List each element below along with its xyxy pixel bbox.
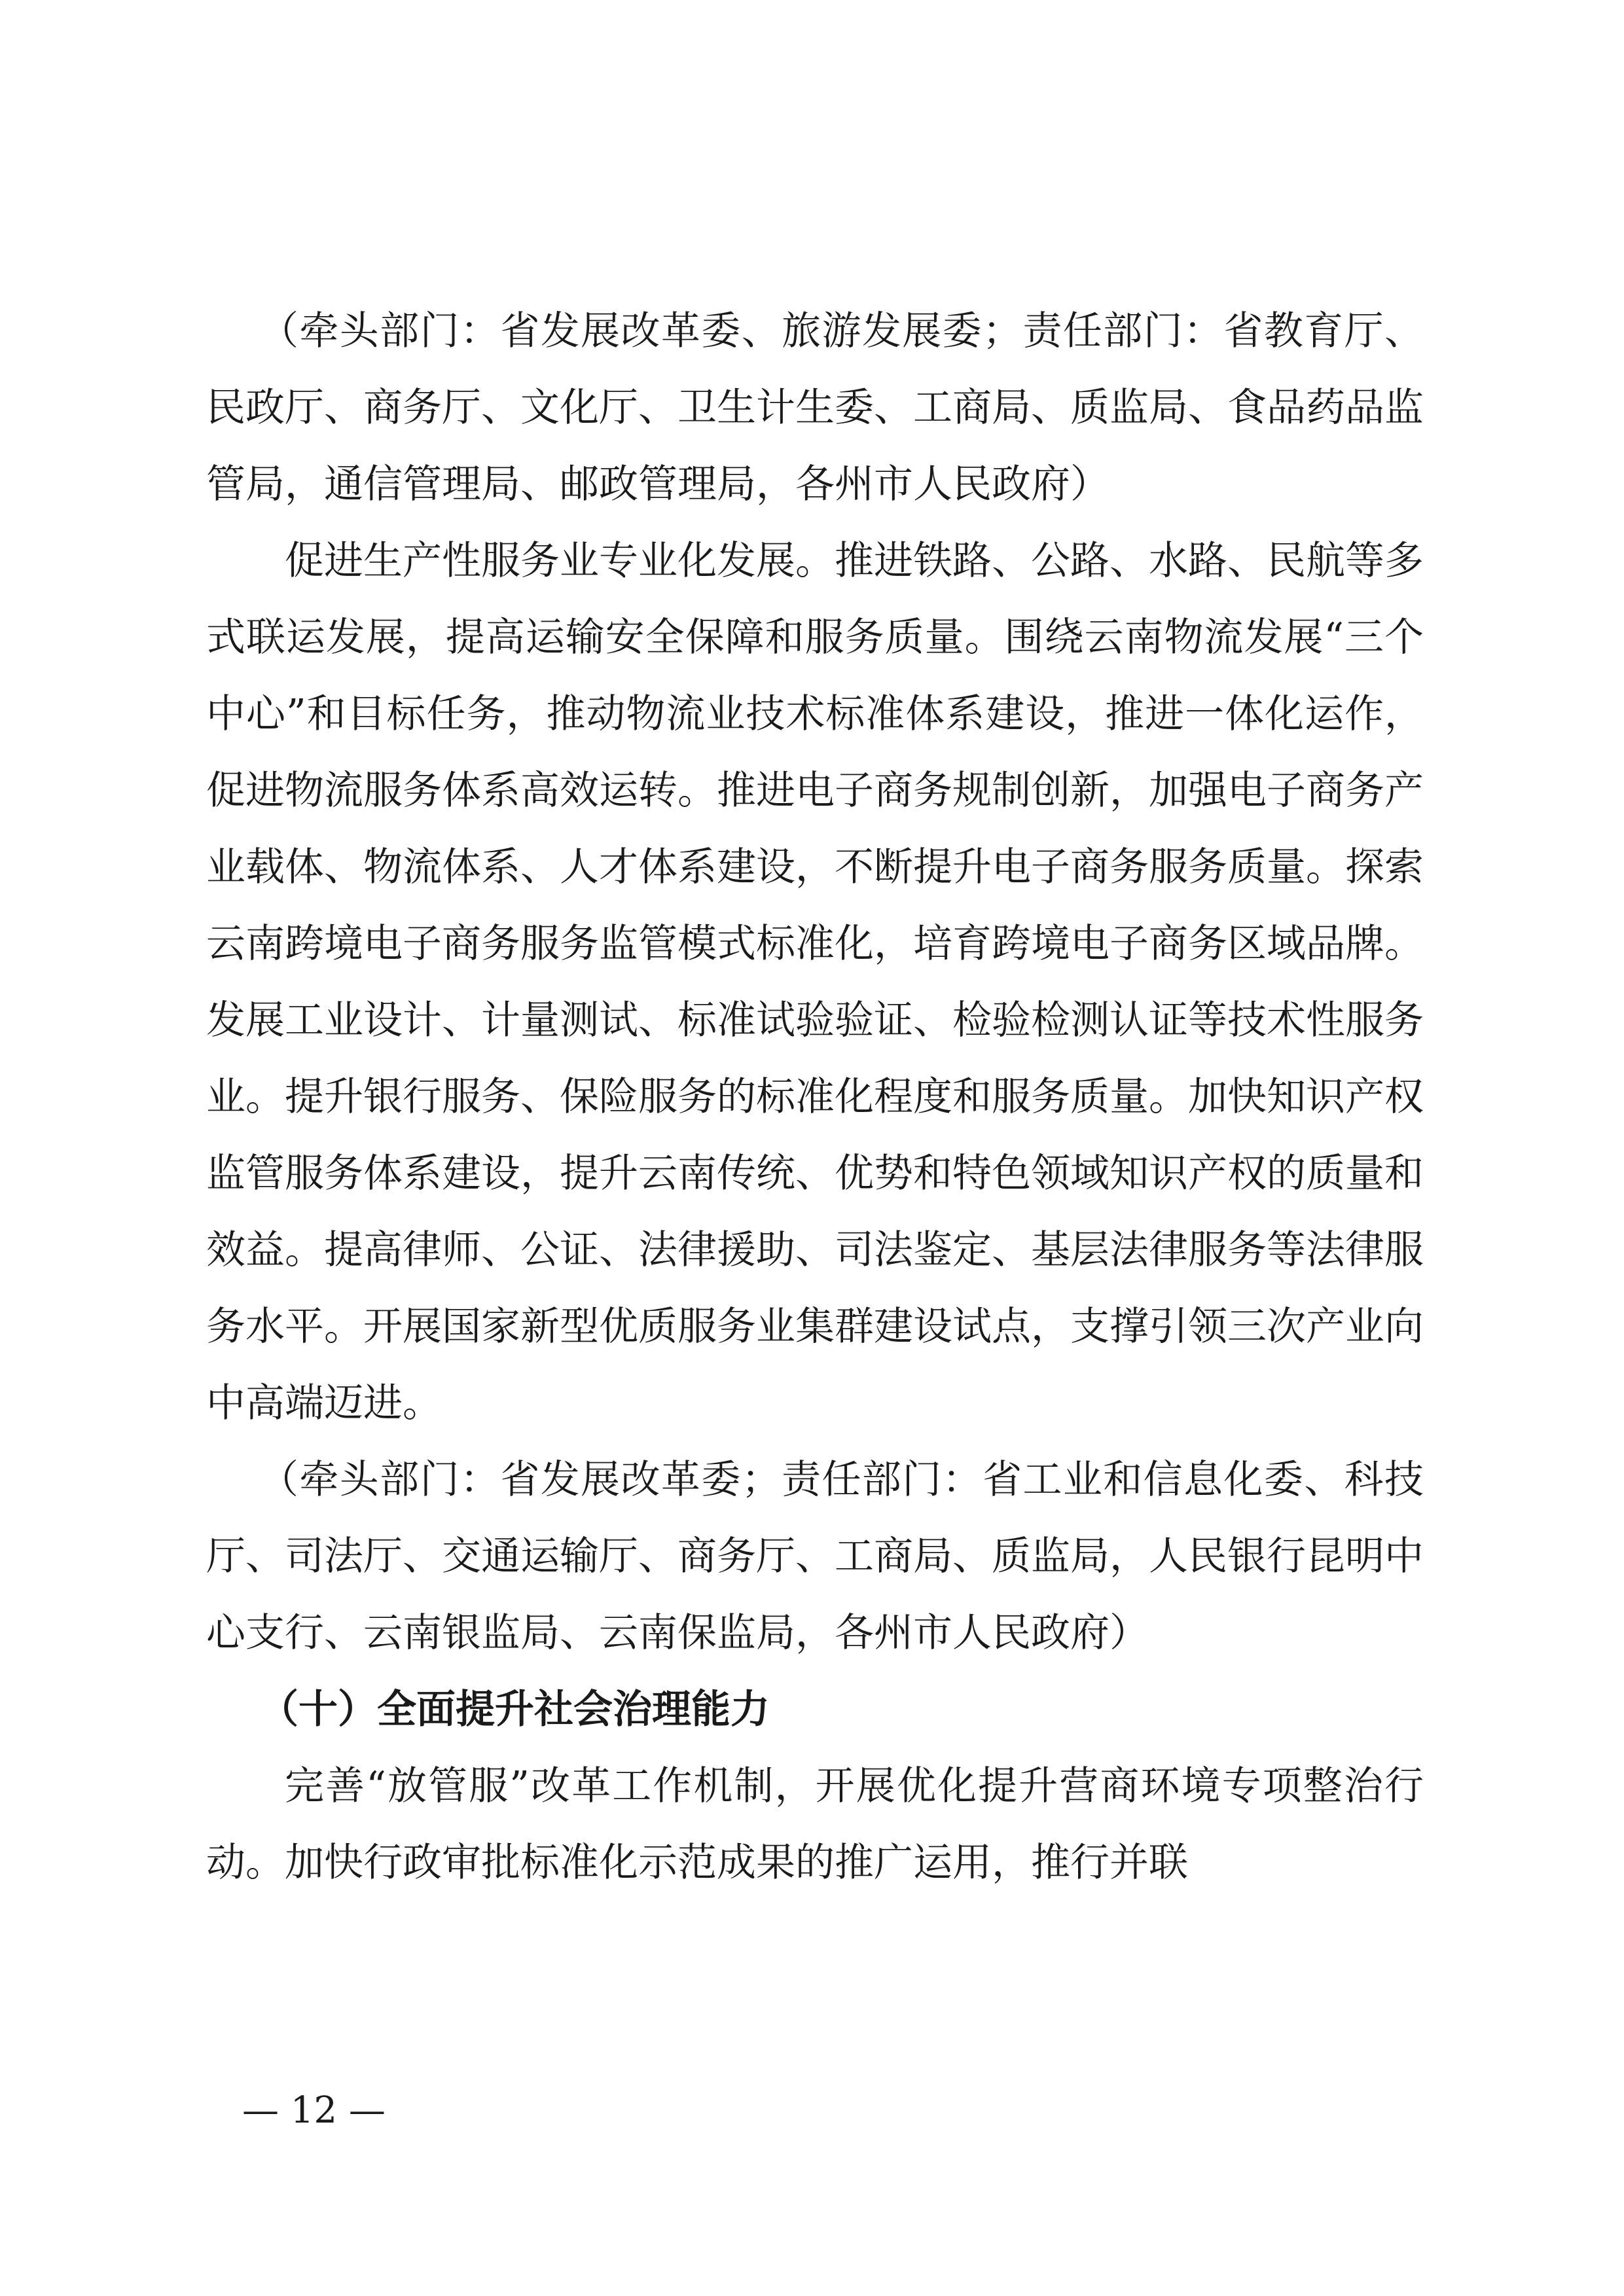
responsibility-note-paragraph: （牵头部门：省发展改革委、旅游发展委；责任部门：省教育厅、民政厅、商务厅、文化厅、卫生计生委、工商局、质监局、食品药品监管局，通信管理局、邮政管理局，各州市人民政府） <box>206 308 1424 507</box>
section-heading: （十）全面提升社会治理能力 <box>259 1687 770 1732</box>
document-body <box>206 293 1424 1901</box>
body-paragraph: 促进生产性服务业专业化发展。推进铁路、公路、水路、民航等多式联运发展，提高运输安全保障和服务质量。围绕云南物流发展“三个中心”和目标任务，推动物流业技术标准体系建设，推进一体化运作，促进物流服务体系高效运转。推进电子商务规制创新，加强电子商务产业载体、物流体系、人才体系建设，不断提升电子商务服务质量。探索云南跨境电子商务服务监管模式标准化，培育跨境电子商务区域品牌。发展工业设计、计量测试、标准试验验证、检验检测认证等技术性服务业。提升银行服务、保险服务的标准化程度和服务质量。加快知识产权监管服务体系建设，提升云南传统、优势和特色领域知识产权的质量和效益。提高律师、公证、法律援助、司法鉴定、基层法律服务等法律服务水平。开展国家新型优质服务业集群建设试点，支撑引领三次产业向中高端迈进。 <box>206 538 1424 1426</box>
responsibility-note-paragraph: （牵头部门：省发展改革委；责任部门：省工业和信息化委、科技厅、司法厅、交通运输厅、商务厅、工商局、质监局，人民银行昆明中心支行、云南银监局、云南保监局，各州市人民政府） <box>206 1457 1424 1656</box>
body-paragraph: 完善“放管服”改革工作机制，开展优化提升营商环境专项整治行动。加快行政审批标准化示范成果的推广运用，推行并联 <box>206 1763 1424 1886</box>
page-number: — 12 — <box>242 2089 386 2132</box>
